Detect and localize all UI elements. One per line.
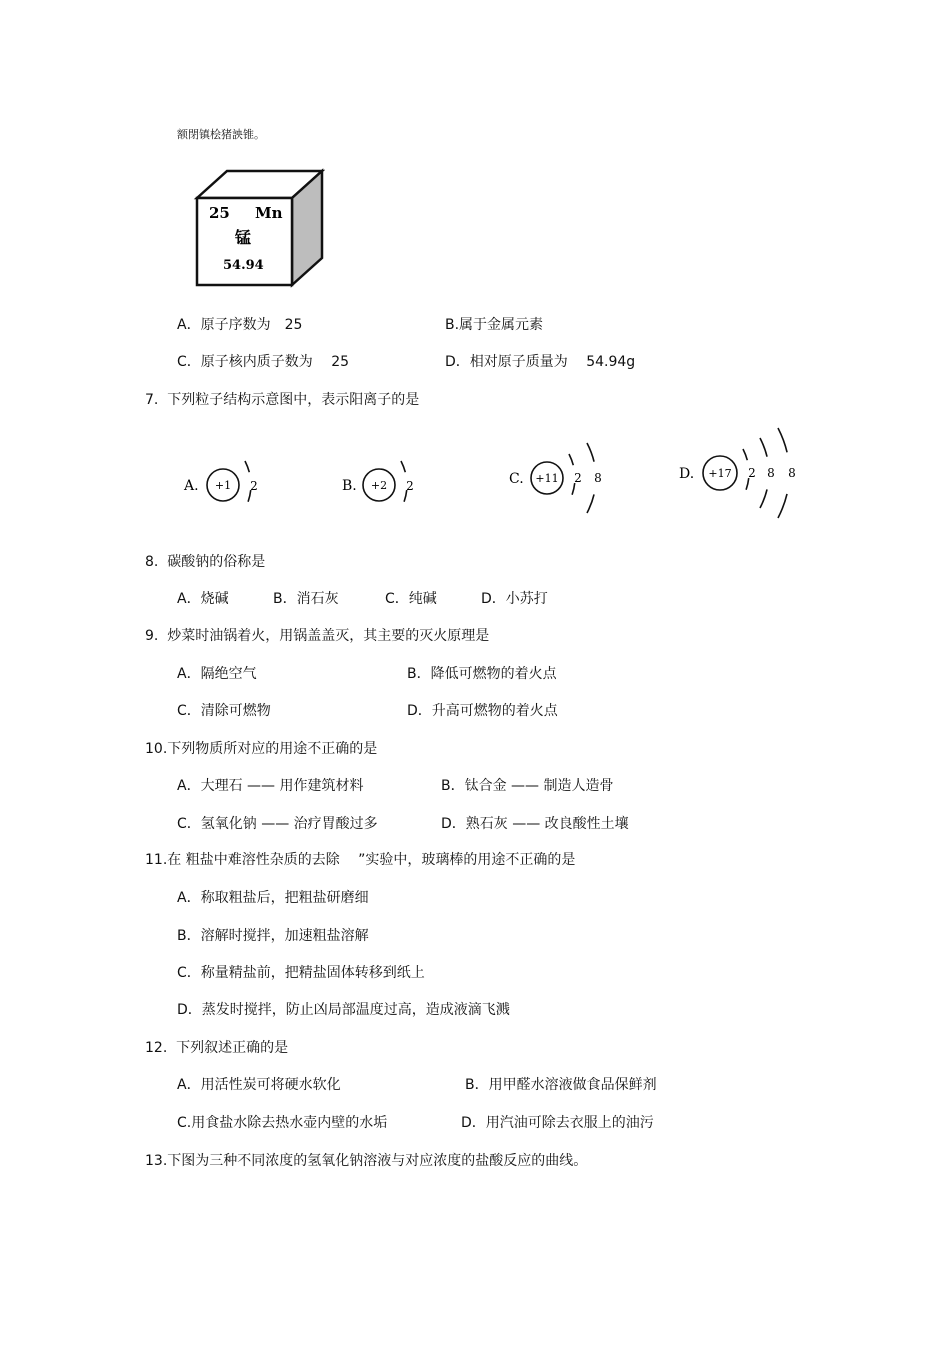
q11-option-c: C．称量精盐前，把精盐固体转移到纸上: [177, 965, 425, 981]
q10-stem: 10.下列物质所对应的用途不正确的是: [145, 741, 378, 757]
q8-option-d: D．小苏打: [481, 591, 548, 607]
q7-stem: 7. 下列粒子结构示意图中，表示阳离子的是: [145, 392, 420, 408]
diagram-a-letter: A.: [184, 478, 199, 494]
q8-stem: 8. 碳酸钠的俗称是: [145, 554, 266, 570]
q11-option-a: A．称取粗盐后，把粗盐研磨细: [177, 890, 369, 906]
atom-diagram-a: [180, 455, 270, 515]
diagram-c-shell-2: 8: [594, 471, 602, 485]
q11-option-b: B．溶解时搅拌，加速粗盐溶解: [177, 928, 369, 944]
diagram-a-nucleus: +1: [214, 479, 232, 492]
q9-option-d: D．升高可燃物的着火点: [407, 703, 558, 719]
q6-option-d: D．相对原子质量为 54.94g: [445, 354, 636, 370]
diagram-d-shell-3: 8: [788, 466, 796, 480]
diagram-d-shell-1: 2: [748, 466, 756, 480]
q10-option-c: C．氢氧化钠 —— 治疗胃酸过多: [177, 816, 378, 832]
atom-diagram-d: [675, 425, 805, 530]
q13-stem: 13.下图为三种不同浓度的氢氧化钠溶液与对应浓度的盐酸反应的曲线。: [145, 1153, 588, 1169]
atomic-mass: 54.94: [223, 258, 264, 273]
q8-option-c: C．纯碱: [385, 591, 437, 607]
q11-option-d: D．蒸发时搅拌，防止凶局部温度过高，造成液滴飞溅: [177, 1002, 510, 1018]
q12-option-a: A．用活性炭可将硬水软化: [177, 1077, 341, 1093]
q10-option-d: D．熟石灰 —— 改良酸性土壤: [441, 816, 629, 832]
diagram-b-nucleus: +2: [370, 479, 388, 492]
header-text: 额閉镇桧猪詇锥。: [177, 128, 265, 141]
diagram-c-nucleus: +11: [535, 472, 559, 485]
diagram-a-shell-1: 2: [250, 479, 258, 493]
q8-option-a: A．烧碱: [177, 591, 229, 607]
q6-option-b: B.属于金属元素: [445, 317, 544, 333]
diagram-b-shell-1: 2: [406, 479, 414, 493]
atomic-number: 25: [209, 204, 230, 222]
atom-diagram-b: [338, 455, 428, 515]
element-card-figure: [193, 168, 325, 290]
q9-stem: 9. 炒菜时油锅着火，用锅盖盖灭，其主要的灭火原理是: [145, 628, 490, 644]
q9-option-c: C．清除可燃物: [177, 703, 271, 719]
diagram-c-letter: C.: [509, 471, 524, 487]
diagram-d-shell-2: 8: [767, 466, 775, 480]
q9-option-a: A．隔绝空气: [177, 666, 257, 682]
q6-option-c: C．原子核内质子数为 25: [177, 354, 350, 370]
q10-option-b: B．钛合金 —— 制造人造骨: [441, 778, 614, 794]
element-name: 锰: [235, 228, 252, 247]
q11-stem: 11.在 粗盐中难溶性杂质的去除 ”实验中，玻璃棒的用途不正确的是: [145, 852, 576, 868]
element-symbol: Mn: [255, 204, 283, 222]
diagram-c-shell-1: 2: [574, 471, 582, 485]
q12-stem: 12. 下列叙述正确的是: [145, 1040, 289, 1056]
diagram-d-nucleus: +17: [708, 467, 732, 480]
diagram-b-letter: B.: [342, 478, 357, 494]
q9-option-b: B．降低可燃物的着火点: [407, 666, 557, 682]
q6-option-a: A．原子序数为 25: [177, 317, 303, 333]
atom-diagram-c: [505, 440, 615, 520]
q12-option-b: B．用甲醛水溶液做食品保鲜剂: [465, 1077, 657, 1093]
q12-option-c: C.用食盐水除去热水壶内壁的水垢: [177, 1115, 388, 1131]
q12-option-d: D．用汽油可除去衣服上的油污: [461, 1115, 654, 1131]
q10-option-a: A．大理石 —— 用作建筑材料: [177, 778, 364, 794]
q8-option-b: B．消石灰: [273, 591, 339, 607]
diagram-d-letter: D.: [679, 466, 695, 482]
